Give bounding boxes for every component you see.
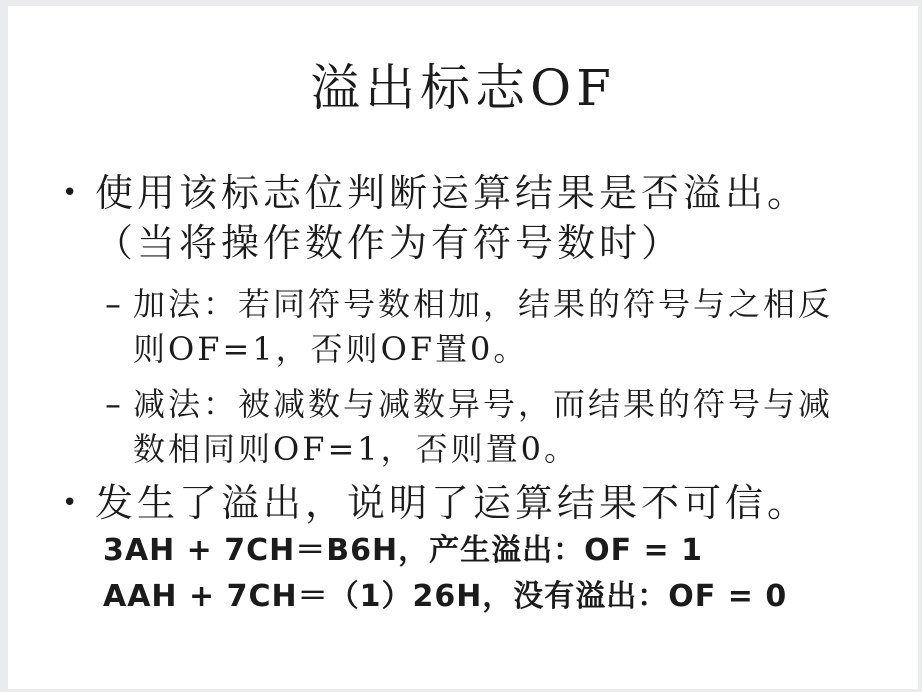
example-line-2: AAH + 7CH＝（1）26H，没有溢出：OF = 0 (103, 579, 788, 614)
sub-bullet-line: 则OF=1，否则OF置0。 (133, 330, 529, 368)
bullet-line: 使用该标志位判断运算结果是否溢出。 (95, 171, 810, 215)
example-block (103, 528, 894, 620)
sub-bullet-line: 减法：被减数与减数异号，而结果的符号与减 (133, 385, 834, 423)
sub-bullet-line: 加法：若同符号数相加，结果的符号与之相反 (133, 285, 834, 323)
sub-bullet-line: 数相同则OF=1，否则置0。 (133, 430, 579, 468)
slide-content (8, 168, 918, 620)
dash-bullet-icon: – (105, 385, 124, 423)
bullet-dot-icon: • (62, 178, 82, 208)
bullet-text (95, 168, 894, 268)
bullet-item-1 (62, 168, 894, 268)
sub-bullet-item-2 (105, 382, 894, 472)
bullet-line: 发生了溢出，说明了运算结果不可信。 (95, 481, 810, 525)
sub-bullet-text (133, 382, 894, 472)
dash-bullet-icon: – (105, 285, 124, 323)
bullet-line: （当将操作数作为有符号数时） (95, 221, 684, 265)
slide (8, 6, 918, 689)
sub-bullet-text (133, 282, 894, 372)
bullet-text (95, 478, 894, 528)
example-line-1: 3AH + 7CH＝B6H，产生溢出：OF = 1 (103, 533, 703, 568)
slide-title: 溢出标志OF (310, 59, 616, 117)
bullet-dot-icon: • (62, 488, 82, 518)
sub-bullet-item-1 (105, 282, 894, 372)
bullet-item-2 (62, 478, 894, 528)
